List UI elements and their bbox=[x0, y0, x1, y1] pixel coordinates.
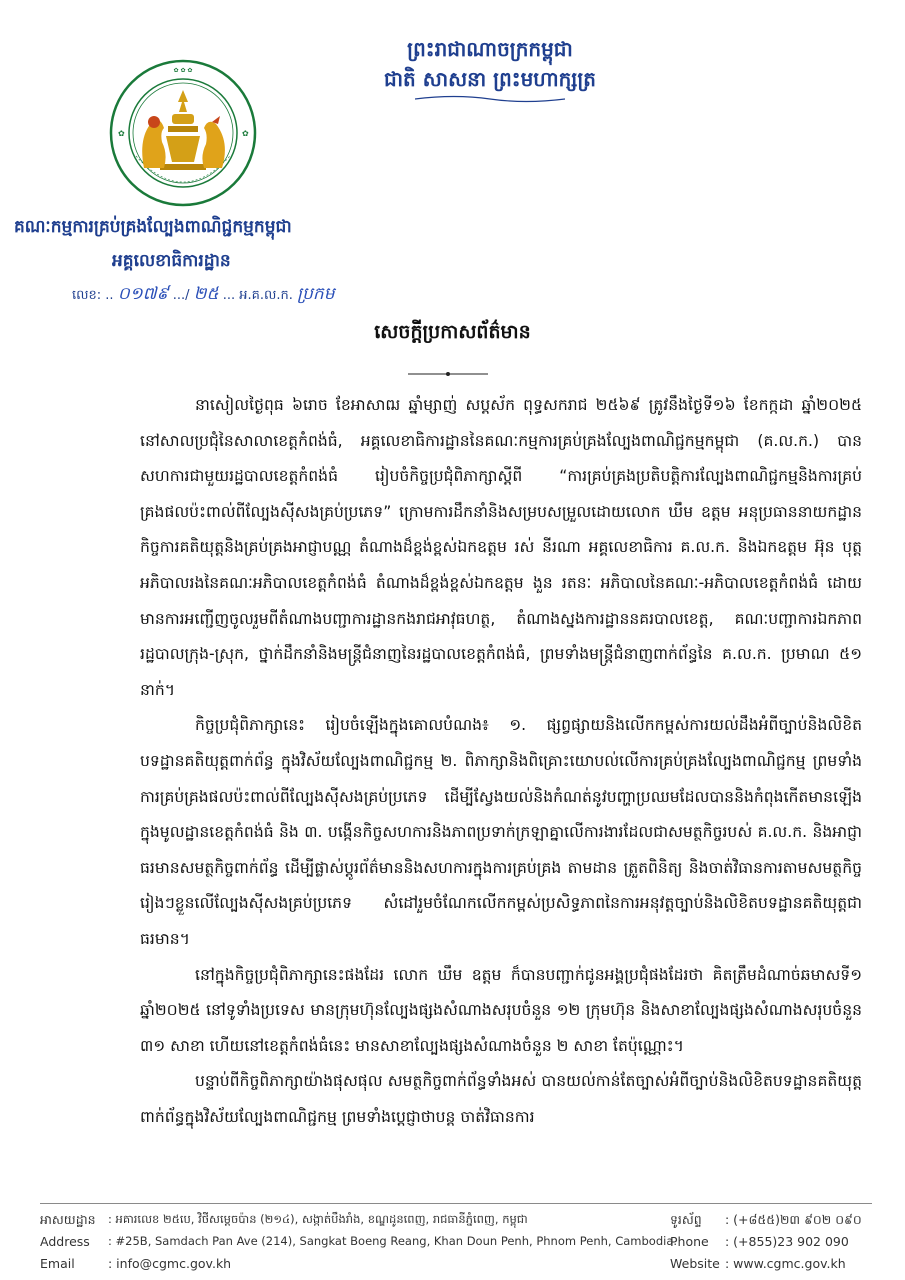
reference-number: លេខ: .. ០១៧៩ .../ ២៥ ... អ.គ.ល.ក. ប្រកម bbox=[72, 284, 335, 304]
reference-number-handwritten: ០១៧៩ bbox=[117, 284, 169, 304]
paragraph-1: នាសៀលថ្ងៃពុធ ៦រោច ខែអាសាឍ ឆ្នាំម្សាញ់ សប្តស័ក ពុទ្ធសករាជ ២៥៦៩ ត្រូវនឹងថ្ងៃទី១៦ ខែកក្កដា ឆ្នាំ២០២៥ នៅសាលប្រជុំនៃសាលាខេត្តកំពង់ធំ, អគ្គលេខាធិការដ្ឋាននៃគណៈកម្មការគ្រប់គ្រងល្បែងពាណិជ្ជកម្មកម្ពុជា (គ.ល.ក.) បានសហការជាមួយរដ្ឋបាលខេត្តកំពង់ធំ រៀបចំកិច្ចប្រជុំពិភាក្សាស្តីពី “ការគ្រប់គ្រងប្រតិបត្តិការល្បែងពាណិជ្ជកម្មនិងការគ្រប់គ្រងផលប៉ះពាល់ពីល្បែងស៊ីសងគ្រប់ប្រភេទ” ក្រោមការដឹកនាំនិងសម្របសម្រួលដោយលោក ឃឹម ឧត្តម អនុប្រធាននាយកដ្ឋានកិច្ចការគតិយុត្តនិងគ្រប់គ្រងអាជ្ញាបណ្ណ តំណាងដ៏ខ្ពង់ខ្ពស់ឯកឧត្តម រស់ នីរណា អគ្គលេខាធិការ គ.ល.ក. និងឯកឧត្តម អ៊ុន បុត្ត អភិបាលរងនៃគណៈអភិបាលខេត្តកំពង់ធំ តំណាងដ៏ខ្ពង់ខ្ពស់ឯកឧត្តម ងួន រតនៈ អភិបាលនៃគណៈ-អភិបាលខេត្តកំពង់ធំ ដោយមានការអញ្ជើញចូលរួមពីតំណាងបញ្ជាការដ្ឋានកងរាជអាវុធហត្ថ, តំណាងស្នងការដ្ឋាននគរបាលខេត្ត, គណៈបញ្ជាការឯកភាពរដ្ឋបាលក្រុង-ស្រុក, ថ្នាក់ដឹកនាំនិងមន្ត្រីជំនាញនៃរដ្ឋបាលខេត្តកំពង់ធំ, ព្រមទាំងមន្ត្រីជំនាញពាក់ព័ន្ធនៃ គ.ល.ក. ប្រមាណ ៥១ នាក់។ bbox=[140, 396, 862, 699]
department-name: អគ្គលេខាធិការដ្ឋាន bbox=[112, 251, 231, 271]
footer-phone-label-en: Phone bbox=[670, 1234, 709, 1249]
footer-email-label: Email bbox=[40, 1256, 75, 1271]
national-motto: ជាតិ សាសនា ព្រះមហាក្សត្រ bbox=[384, 67, 596, 91]
footer-phone-label-kh: ទូរស័ព្ទ bbox=[670, 1212, 702, 1227]
paragraph-4: បន្ទាប់ពីកិច្ចពិភាក្សាយ៉ាងផុសផុល សមត្ថកិច្ចពាក់ព័ន្ធទាំងអស់ បានយល់កាន់តែច្បាស់អំពីច្បាប់និងលិខិតបទដ្ឋានគតិយុត្តពាក់ព័ន្ធក្នុងវិស័យល្បែងពាណិជ្ជកម្ម ព្រមទាំងប្តេជ្ញាថាបន្ត ចាត់វិធានការ bbox=[140, 1072, 862, 1126]
footer-website[interactable]: : www.cgmc.gov.kh bbox=[725, 1256, 846, 1271]
footer-address-label-kh: អាសយដ្ឋាន bbox=[40, 1212, 96, 1227]
reference-suffix: អ.គ.ល.ក. bbox=[239, 288, 293, 303]
kingdom-name: ព្រះរាជាណាចក្រកម្ពុជា bbox=[407, 37, 573, 61]
document-title: សេចក្តីប្រកាសព័ត៌មាន bbox=[374, 321, 531, 343]
footer-phone-en: : (+855)23 902 090 bbox=[725, 1234, 849, 1249]
organization-name: គណៈកម្មការគ្រប់គ្រងល្បែងពាណិជ្ជកម្មកម្ពុជា bbox=[14, 217, 292, 237]
svg-text:✿ ✿ ✿: ✿ ✿ ✿ bbox=[173, 67, 193, 74]
kingdom-header bbox=[360, 34, 620, 104]
footer-address-kh: : អគារលេខ ២៥បេ, វិថីសម្តេចប៉ាន (២១៤), សង្កាត់បឹងរាំង, ខណ្ឌដូនពេញ, រាជធានីភ្នំពេញ, កម្ពុជា bbox=[108, 1212, 528, 1226]
footer-divider bbox=[40, 1203, 872, 1204]
title-divider bbox=[408, 369, 488, 379]
reference-year-handwritten: ២៥ bbox=[193, 284, 219, 304]
footer-address-label-en: Address bbox=[40, 1234, 90, 1249]
paragraph-2: កិច្ចប្រជុំពិភាក្សានេះ រៀបចំឡើងក្នុងគោលបំណង៖ ១. ផ្សព្វផ្សាយនិងលើកកម្ពស់ការយល់ដឹងអំពីច្បាប់និងលិខិតបទដ្ឋានគតិយុត្តពាក់ព័ន្ធ ក្នុងវិស័យល្បែងពាណិជ្ជកម្ម ២. ពិភាក្សានិងពិគ្រោះយោបល់លើការគ្រប់គ្រងល្បែងពាណិជ្ជកម្ម ព្រមទាំងការគ្រប់គ្រងផលប៉ះពាល់ពីល្បែងស៊ីសងគ្រប់ប្រភេទ ដើម្បីស្វែងយល់និងកំណត់នូវបញ្ហាប្រឈមដែលបាននិងកំពុងកើតមានឡើងក្នុងមូលដ្ឋានខេត្តកំពង់ធំ និង ៣. បង្កើនកិច្ចសហការនិងភាពប្រទាក់ក្រឡាគ្នាលើការងារដែលជាសមត្ថកិច្ចរបស់ គ.ល.ក. និងអាជ្ញាធរមានសមត្ថកិច្ចពាក់ព័ន្ធ ដើម្បីផ្លាស់ប្តូរព័ត៌មាននិងសហការក្នុងការគ្រប់គ្រង តាមដាន ត្រួតពិនិត្យ និងចាត់វិធានការតាមសមត្ថកិច្ចរៀងៗខ្លួនលើល្បែងស៊ីសងគ្រប់ប្រភេទ សំដៅរួមចំណែកលើកកម្ពស់ប្រសិទ្ធភាពនៃការអនុវត្តច្បាប់និងលិខិតបទដ្ឋានគតិយុត្តជាធរមាន។ bbox=[140, 716, 862, 948]
commission-seal-logo bbox=[108, 58, 258, 208]
motto-ornament bbox=[415, 94, 565, 104]
footer-website-label: Website bbox=[670, 1256, 720, 1271]
footer-address-en: : #25B, Samdach Pan Ave (214), Sangkat Boeng Reang, Khan Doun Penh, Phnom Penh, Cambodia. bbox=[108, 1234, 678, 1248]
footer-phone-kh: : (+៨៥៥)២៣ ៩០២ ០៩០ bbox=[725, 1212, 862, 1227]
svg-text:✿: ✿ bbox=[242, 129, 249, 138]
document-body bbox=[140, 388, 862, 1135]
reference-label: លេខ: bbox=[72, 288, 102, 303]
footer-email[interactable]: : info@cgmc.gov.kh bbox=[108, 1256, 232, 1271]
svg-text:✿: ✿ bbox=[118, 129, 125, 138]
paragraph-3: នៅក្នុងកិច្ចប្រជុំពិភាក្សានេះផងដែរ លោក ឃឹម ឧត្តម ក៏បានបញ្ជាក់ជូនអង្គប្រជុំផងដែរថា គិតត្រឹមដំណាច់ឆមាសទី១ ឆ្នាំ២០២៥ នៅទូទាំងប្រទេស មានក្រុមហ៊ុនល្បែងផ្សងសំណាងសរុបចំនួន ១២ ក្រុមហ៊ុន និងសាខាល្បែងផ្សងសំណាងសរុបចំនួន ៣១ សាខា ហើយនៅខេត្តកំពង់ធំនេះ មានសាខាល្បែងផ្សងសំណាងចំនួន ២ សាខា តែប៉ុណ្ណោះ។ bbox=[140, 965, 862, 1055]
reference-suffix-handwritten: ប្រកម bbox=[297, 284, 335, 304]
